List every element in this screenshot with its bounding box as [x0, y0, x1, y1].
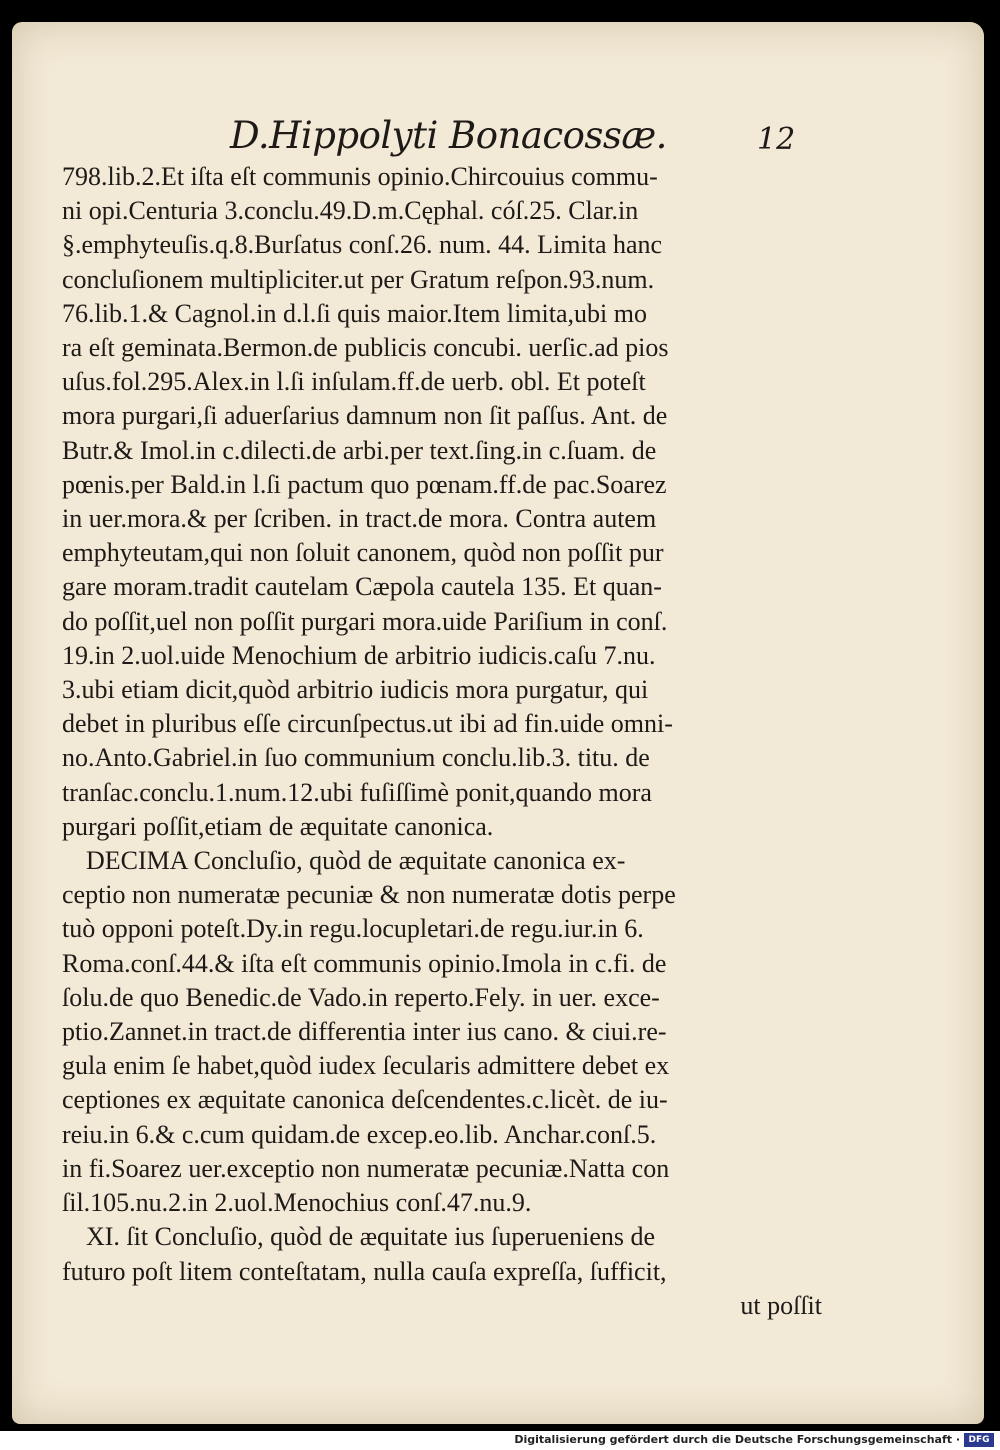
funding-credit: Digitalisierung gefördert durch die Deutsche Forschungsgemeinschaft · [514, 1433, 960, 1446]
text-line: ſolu.de quo Benedic.de Vado.in reperto.Fely. in uer. exce- [62, 982, 660, 1012]
paragraph-start-line: XI. ſit Concluſio, quòd de æquitate ius ſuperueniens de [86, 1222, 656, 1252]
text-line: gula enim ſe habet,quòd iudex ſecularis admittere debet ex [62, 1051, 670, 1081]
text-line: 798.lib.2.Et iſta eſt communis opinio.Chircouius commu- [62, 162, 658, 191]
text-line: gare moram.tradit cautelam Cæpola cautela 135. Et quan- [62, 572, 662, 602]
catchword: ut poſſit [740, 1290, 822, 1320]
text-line: Roma.conſ.44.& iſta eſt communis opinio.Imola in c.fi. de [62, 948, 667, 978]
text-line: tuò opponi poteſt.Dy.in regu.locupletari.de regu.iur.in 6. [62, 914, 644, 944]
text-line: no.Anto.Gabriel.in ſuo communium conclu.lib.3. titu. de [62, 743, 650, 773]
text-line: do poſſit,uel non poſſit purgari mora.uide Pariſium in conſ. [62, 606, 668, 636]
text-line: 3.ubi etiam dicit,quòd arbitrio iudicis mora purgatur, qui [62, 675, 649, 705]
text-line: 19.in 2.uol.uide Menochium de arbitrio iudicis.caſu 7.nu. [62, 640, 656, 670]
text-line: ceptio non numeratæ pecuniæ & non numeratæ dotis perpe [62, 880, 676, 910]
text-line: ceptiones ex æquitate canonica deſcendentes.c.licèt. de iu- [62, 1085, 668, 1115]
text-line: Butr.& Imol.in c.dilecti.de arbi.per text.ſing.in c.ſuam. de [62, 435, 657, 465]
text-line: 76.lib.1.& Cagnol.in d.l.ſi quis maior.Item limita,ubi mo [62, 298, 647, 328]
text-line: ra eſt geminata.Bermon.de publicis concubi. uerſic.ad pios [62, 333, 669, 363]
text-line: §.emphyteuſis.q.8.Burſatus conſ.26. num. 44. Limita hanc [62, 230, 663, 260]
page-number: 12 [757, 122, 796, 157]
text-line: mora purgari,ſi aduerſarius damnum non ſit paſſus. Ant. de [62, 401, 668, 431]
body-text [62, 160, 822, 1323]
text-line: ſil.105.nu.2.in 2.uol.Menochius conſ.47.nu.9. [62, 1188, 532, 1218]
text-line: reiu.in 6.& c.cum quidam.de excep.eo.lib. Anchar.conſ.5. [62, 1119, 657, 1149]
page-header [12, 114, 984, 164]
text-line: futuro poſt litem conteſtatam, nulla cauſa expreſſa, ſufficit, [62, 1256, 667, 1286]
dfg-logo-icon: DFG [964, 1433, 994, 1447]
digitization-footer [0, 1431, 1000, 1450]
text-line: concluſionem multipliciter.ut per Gratum reſpon.93.num. [62, 264, 655, 294]
text-line: in fi.Soarez uer.exceptio non numeratæ pecuniæ.Natta con [62, 1153, 670, 1183]
text-line: ni opi.Centuria 3.conclu.49.D.m.Cęphal. cóſ.25. Clar.in [62, 196, 639, 226]
running-title: D.Hippolyti Bonacossæ. [230, 114, 667, 157]
text-line: tranſac.conclu.1.num.12.ubi fuſiſſimè ponit,quando mora [62, 777, 652, 807]
book-page [12, 22, 984, 1424]
text-line: debet in pluribus eſſe circunſpectus.ut ibi ad fin.uide omni- [62, 709, 673, 739]
paragraph-start-line: DECIMA Concluſio, quòd de æquitate canonica ex- [86, 846, 626, 876]
text-line: ptio.Zannet.in tract.de differentia inter ius cano. & ciui.re- [62, 1017, 667, 1047]
text-line: purgari poſſit,etiam de æquitate canonica. [62, 811, 494, 841]
text-line: emphyteutam,qui non ſoluit canonem, quòd non poſſit pur [62, 538, 664, 568]
text-line: pœnis.per Bald.in l.ſi pactum quo pœnam.ff.de pac.Soarez [62, 469, 667, 499]
text-line: in uer.mora.& per ſcriben. in tract.de mora. Contra autem [62, 504, 657, 534]
text-line: uſus.fol.295.Alex.in l.ſi inſulam.ff.de uerb. obl. Et poteſt [62, 367, 646, 397]
